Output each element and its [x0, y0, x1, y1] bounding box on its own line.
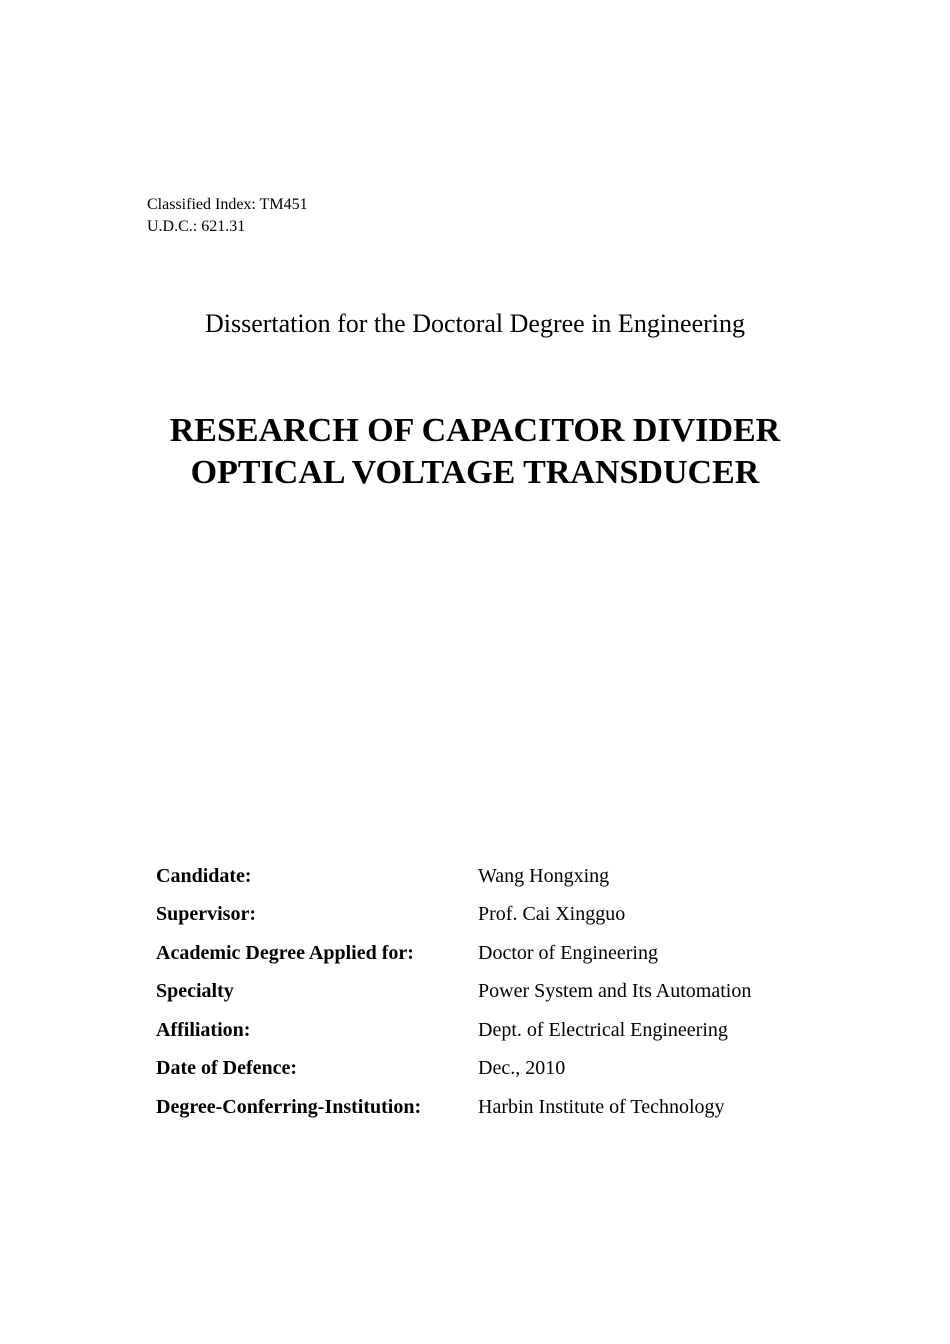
classified-index: Classified Index: TM451 [147, 196, 308, 213]
info-value: Dept. of Electrical Engineering [478, 1018, 728, 1041]
dissertation-title [0, 410, 950, 494]
info-row-academic-degree [156, 934, 836, 973]
classification-block [147, 194, 308, 238]
info-row-specialty [156, 973, 836, 1012]
info-label: Degree-Conferring-Institution: [156, 1095, 422, 1118]
info-value: Prof. Cai Xingguo [478, 903, 626, 926]
info-row-date-of-defence [156, 1050, 836, 1089]
info-value: Power System and Its Automation [478, 980, 752, 1003]
title-line-1: RESEARCH OF CAPACITOR DIVIDER [169, 412, 781, 449]
degree-line: Dissertation for the Doctoral Degree in Engineering [204, 309, 746, 338]
info-row-candidate [156, 857, 836, 896]
info-label: Candidate: [156, 864, 252, 887]
info-label: Supervisor: [156, 903, 256, 926]
title-line-2: OPTICAL VOLTAGE TRANSDUCER [190, 454, 760, 491]
info-value: Harbin Institute of Technology [478, 1095, 725, 1118]
udc-code: U.D.C.: 621.31 [147, 218, 246, 235]
info-table [156, 857, 836, 1127]
info-label: Specialty [156, 980, 234, 1003]
info-label: Academic Degree Applied for: [156, 941, 414, 964]
info-value: Wang Hongxing [478, 864, 610, 887]
info-row-affiliation [156, 1011, 836, 1050]
info-value: Dec., 2010 [478, 1057, 566, 1080]
info-value: Doctor of Engineering [478, 941, 658, 964]
info-label: Affiliation: [156, 1018, 251, 1041]
info-row-supervisor [156, 896, 836, 935]
info-label: Date of Defence: [156, 1057, 298, 1080]
info-row-institution [156, 1088, 836, 1127]
